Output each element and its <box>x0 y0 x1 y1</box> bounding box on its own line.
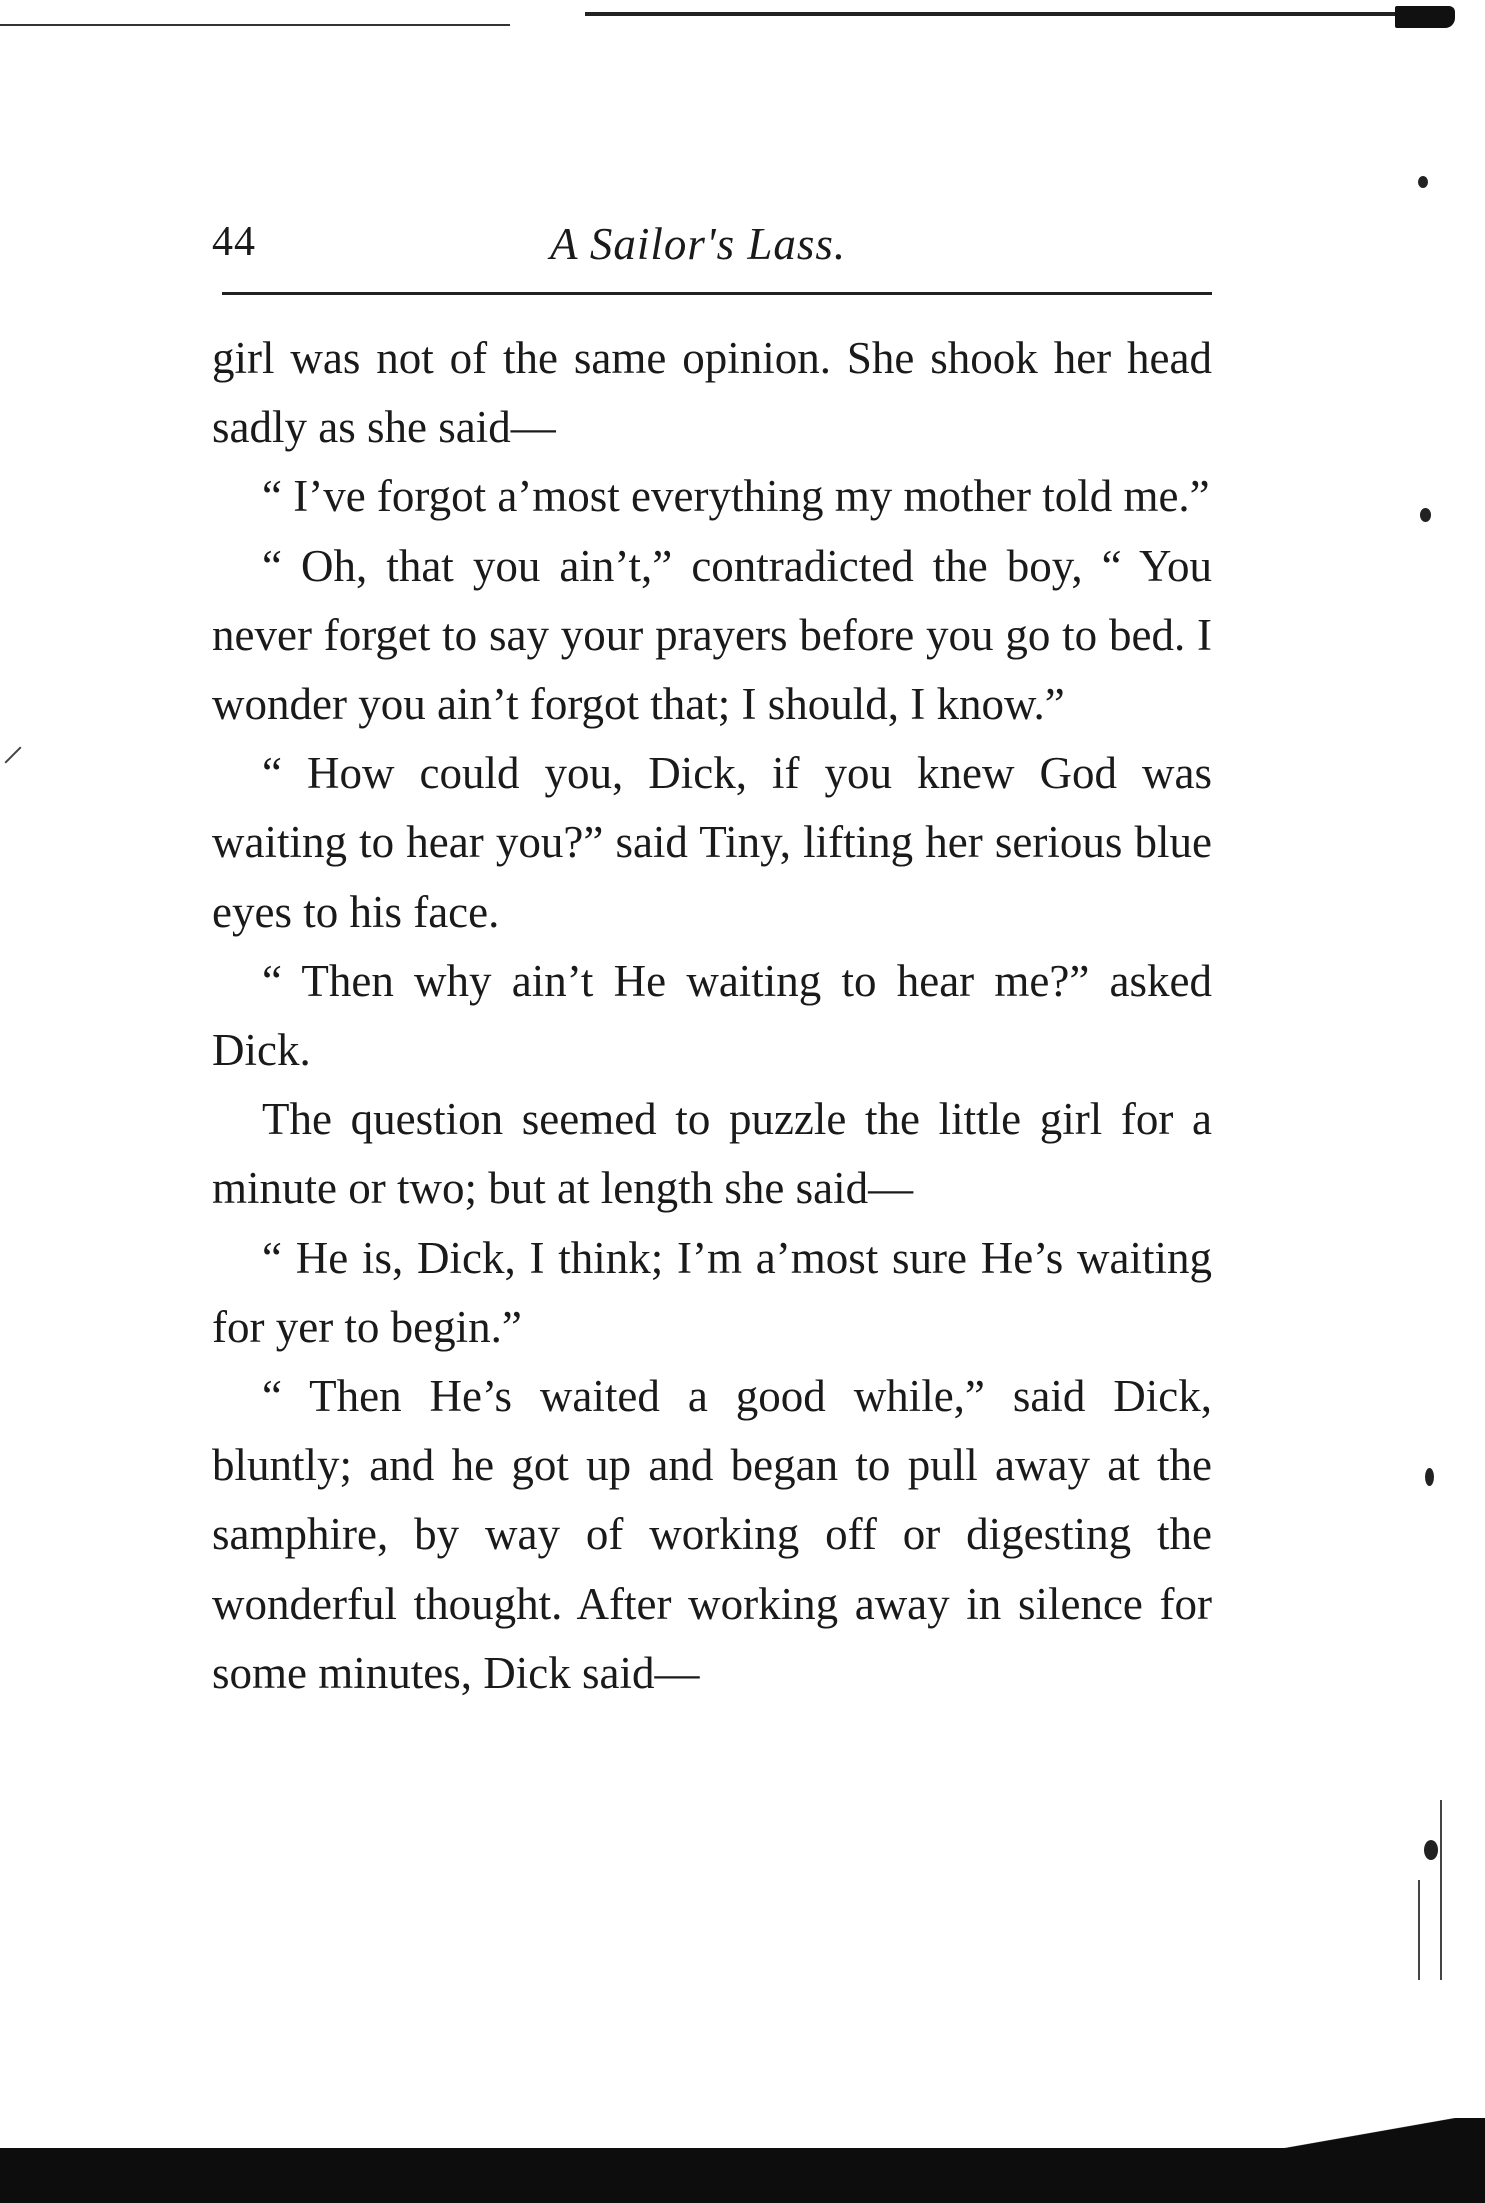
paragraph: “ Oh, that you ain’t,” contradicted the boy, “ You never forget to say your prayers before you go to bed. I wonder you ain’t forgot that; I should, I know.” <box>212 540 1212 730</box>
book-page <box>212 200 1212 1708</box>
page-number: 44 <box>212 219 256 265</box>
paragraph: “ How could you, Dick, if you knew God was waiting to hear you?” said Tiny, lifting her serious blue eyes to his face. <box>212 748 1212 937</box>
scan-speck <box>1424 1840 1438 1860</box>
paragraph: “ I’ve forgot a’most everything my mother told me.” <box>262 471 1210 522</box>
page-header <box>212 200 1212 296</box>
scan-edge-line <box>585 12 1445 16</box>
scan-edge-shadow <box>0 2148 1485 2203</box>
scan-margin-mark <box>1440 1800 1442 1980</box>
running-title: A Sailor's Lass. <box>550 219 847 269</box>
header-rule <box>222 292 1212 295</box>
scan-margin-mark <box>1418 1880 1420 1980</box>
scan-margin-mark <box>5 747 22 764</box>
paragraph: The question seemed to puzzle the little girl for a minute or two; but at length she said— <box>212 1094 1212 1214</box>
paragraph: “ Then He’s waited a good while,” said Dick, bluntly; and he got up and began to pull away at the samphire, by way of working off or digesting the wonderful thought. After working away in silence for some minutes, Dick said— <box>212 1371 1212 1698</box>
paragraph: “ Then why ain’t He waiting to hear me?” asked Dick. <box>212 955 1212 1076</box>
scan-speck <box>1418 176 1428 188</box>
paragraph: girl was not of the same opinion. She shook her head sadly as she said— <box>212 333 1212 453</box>
scan-speck <box>1425 1468 1434 1486</box>
scan-edge-blot <box>1395 6 1455 28</box>
paragraph: “ He is, Dick, I think; I’m a’most sure He’s waiting for yer to begin.” <box>212 1232 1212 1352</box>
scan-edge-line <box>0 24 510 26</box>
scan-speck <box>1420 508 1431 522</box>
body-text <box>212 324 1212 1708</box>
